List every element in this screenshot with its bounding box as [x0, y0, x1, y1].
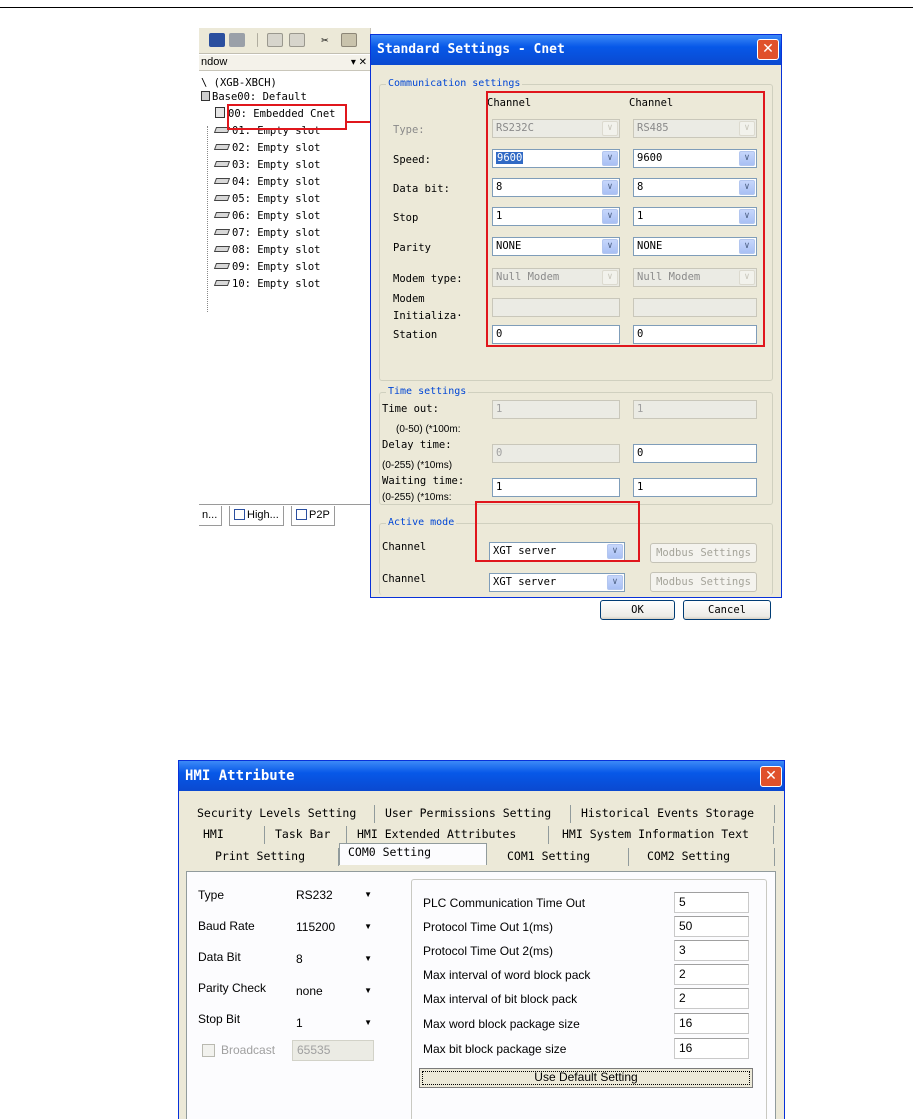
- cnet-module-icon: [215, 107, 225, 118]
- waiting-time-label: Waiting time:: [382, 475, 465, 487]
- active-mode-ch1-select[interactable]: XGT server ∨: [489, 542, 625, 561]
- project-window-title: [199, 55, 371, 71]
- bit-block-size-label: Max bit block package size: [423, 1042, 567, 1056]
- tree-item-plc[interactable]: \ (XGB-XBCH): [201, 77, 277, 89]
- time-out-label: Time out:: [382, 403, 439, 415]
- type-label: Type: [198, 888, 225, 902]
- tree-item-slot-00[interactable]: 00: Embedded Cnet: [215, 107, 335, 120]
- chevron-down-icon: ∨: [602, 121, 618, 136]
- group-label: Time settings: [388, 386, 467, 397]
- chevron-down-icon[interactable]: ∨: [739, 209, 755, 224]
- grid-icon: [296, 509, 307, 520]
- tree-item-slot-04[interactable]: 04: Empty slot: [215, 176, 321, 188]
- copy-icon[interactable]: [341, 33, 357, 47]
- cancel-button[interactable]: Cancel: [683, 600, 771, 620]
- print-icon[interactable]: [229, 33, 245, 47]
- tab-project[interactable]: n...: [199, 506, 222, 526]
- data-bit-label: Data bit:: [393, 183, 450, 195]
- active-mode-ch2-select[interactable]: XGT server ∨: [489, 573, 625, 592]
- chevron-down-icon[interactable]: ∨: [607, 575, 623, 590]
- speed-ch1-select[interactable]: 9600 ∨: [492, 149, 620, 168]
- slot-icon: [214, 161, 230, 167]
- tree-item-slot-10[interactable]: 10: Empty slot: [215, 278, 321, 290]
- annotation-highlight-slot: [227, 104, 347, 130]
- tab-print-setting[interactable]: Print Setting: [207, 848, 339, 866]
- modem-type-ch2-select: Null Modem ∨: [633, 268, 757, 287]
- chevron-down-icon[interactable]: ∨: [602, 209, 618, 224]
- speed-label: Speed:: [393, 154, 431, 166]
- baud-rate-select[interactable]: 115200 ▼: [292, 917, 376, 937]
- tree-item-slot-05[interactable]: 05: Empty slot: [215, 193, 321, 205]
- word-block-size-label: Max word block package size: [423, 1017, 580, 1031]
- group-label: Active mode: [388, 517, 455, 528]
- active-channel2-label: Channel: [382, 573, 427, 585]
- dropdown-arrow-icon[interactable]: ▼: [364, 986, 372, 995]
- chevron-down-icon[interactable]: ∨: [602, 151, 618, 166]
- word-block-size-input[interactable]: 16: [674, 1013, 749, 1034]
- type-ch2-select: RS485 ∨: [633, 119, 757, 138]
- modem-init-label-line2: Initializa·: [393, 310, 463, 322]
- base-icon: [201, 91, 210, 101]
- channel1-header: Channel: [487, 97, 532, 109]
- window-controls[interactable]: ▾ ✕: [350, 57, 367, 68]
- waiting-time-ch2-input[interactable]: 1: [633, 478, 757, 497]
- tree-item-slot-07[interactable]: 07: Empty slot: [215, 227, 321, 239]
- channel2-header: Channel: [629, 97, 674, 109]
- tab-security-levels[interactable]: Security Levels Setting: [189, 805, 375, 823]
- time-out-ch2-input: 1: [633, 400, 757, 419]
- station-label: Station: [393, 329, 438, 341]
- delay-time-ch2-input[interactable]: 0: [633, 444, 757, 463]
- tree-item-slot-09[interactable]: 09: Empty slot: [215, 261, 321, 273]
- dropdown-arrow-icon[interactable]: ▼: [364, 954, 372, 963]
- slot-icon: [214, 229, 230, 235]
- tree-item-slot-03[interactable]: 03: Empty slot: [215, 159, 321, 171]
- chevron-down-icon[interactable]: ∨: [607, 544, 623, 559]
- slot-icon: [214, 212, 230, 218]
- type-ch1-select: RS232C ∨: [492, 119, 620, 138]
- protocol-timeout-2-input[interactable]: 3: [674, 940, 749, 961]
- stop-label: Stop: [393, 212, 419, 224]
- save-icon[interactable]: [209, 33, 225, 47]
- window-label: ndow: [201, 56, 228, 68]
- time-out-ch1-input: 1: [492, 400, 620, 419]
- chevron-down-icon[interactable]: ∨: [739, 151, 755, 166]
- stop-ch1-select[interactable]: 1 ∨: [492, 207, 620, 226]
- slot-icon: [214, 263, 230, 269]
- tab-com1-setting[interactable]: COM1 Setting: [499, 848, 629, 866]
- tab-com2-setting[interactable]: COM2 Setting: [639, 848, 775, 866]
- data-bit-label: Data Bit: [198, 950, 241, 964]
- tree-item-slot-01[interactable]: 01: Empty slot: [215, 125, 321, 137]
- broadcast-input: 65535: [292, 1040, 374, 1061]
- broadcast-label: Broadcast: [221, 1043, 276, 1057]
- project-bottom-tabs: [199, 504, 371, 526]
- tree-item-slot-08[interactable]: 08: Empty slot: [215, 244, 321, 256]
- baud-rate-label: Baud Rate: [198, 919, 255, 933]
- stop-bit-label: Stop Bit: [198, 1012, 241, 1026]
- bit-block-size-input[interactable]: 16: [674, 1038, 749, 1059]
- plc-comm-timeout-input[interactable]: 5: [674, 892, 749, 913]
- time-out-range: (0-50) (*100m:: [396, 424, 461, 435]
- modbus-settings-ch2-button[interactable]: Modbus Settings: [650, 572, 757, 592]
- modem-init-label-line1: Modem: [393, 293, 425, 305]
- stop-ch2-select[interactable]: 1 ∨: [633, 207, 757, 226]
- stop-bit-select[interactable]: 1 ▼: [292, 1013, 376, 1033]
- tab-p2p[interactable]: P2P: [291, 506, 335, 526]
- close-button[interactable]: ✕: [757, 39, 779, 60]
- tab-hmi[interactable]: HMI: [195, 826, 265, 844]
- tree-connector: [207, 126, 208, 312]
- delay-time-range: (0-255) (*10ms): [382, 460, 453, 471]
- type-label: Type:: [393, 124, 425, 136]
- speed-ch2-select[interactable]: 9600 ∨: [633, 149, 757, 168]
- waiting-time-ch1-input[interactable]: 1: [492, 478, 620, 497]
- chevron-down-icon: ∨: [739, 121, 755, 136]
- data-bit-ch2-select[interactable]: 8 ∨: [633, 178, 757, 197]
- chevron-down-icon[interactable]: ∨: [739, 180, 755, 195]
- chevron-down-icon: ∨: [739, 270, 755, 285]
- parity-label: Parity: [393, 242, 431, 254]
- tab-com0-setting[interactable]: COM0 Setting: [339, 843, 487, 865]
- data-bit-ch1-select[interactable]: 8 ∨: [492, 178, 620, 197]
- waiting-time-range: (0-255) (*10ms:: [382, 492, 452, 503]
- modbus-settings-ch1-button[interactable]: Modbus Settings: [650, 543, 757, 563]
- chevron-down-icon[interactable]: ∨: [739, 239, 755, 254]
- bit-block-interval-input[interactable]: 2: [674, 988, 749, 1009]
- chevron-down-icon[interactable]: ∨: [602, 239, 618, 254]
- group-label: Communication settings: [388, 78, 521, 89]
- chevron-down-icon: ∨: [602, 270, 618, 285]
- type-select[interactable]: RS232 ▼: [292, 885, 376, 905]
- tab-high-speed[interactable]: High...: [229, 506, 284, 526]
- tab-user-permissions[interactable]: User Permissions Setting: [377, 805, 571, 823]
- focus-ring: [422, 1071, 750, 1085]
- dropdown-arrow-icon[interactable]: ▼: [364, 922, 372, 931]
- tab-hmi-system-info[interactable]: HMI System Information Text: [554, 826, 774, 844]
- delay-time-label: Delay time:: [382, 439, 452, 451]
- cut-icon[interactable]: ✂: [321, 33, 329, 47]
- tree-item-base[interactable]: Base00: Default: [201, 91, 307, 103]
- annotation-highlight-comm-settings: [486, 91, 765, 347]
- redo-icon[interactable]: [289, 33, 305, 47]
- dropdown-arrow-icon[interactable]: ▼: [364, 890, 372, 899]
- tab-task-bar[interactable]: Task Bar: [267, 826, 347, 844]
- word-block-interval-label: Max interval of word block pack: [423, 968, 591, 982]
- dropdown-arrow-icon[interactable]: ▼: [364, 1018, 372, 1027]
- toolbar: [199, 28, 371, 54]
- undo-icon[interactable]: [267, 33, 283, 47]
- toolbar-separator: [257, 33, 258, 47]
- station-ch1-input[interactable]: 0: [492, 325, 620, 344]
- data-bit-select[interactable]: 8 ▼: [292, 949, 376, 969]
- delay-time-ch1-input: 0: [492, 444, 620, 463]
- annotation-highlight-active-mode: [475, 501, 640, 562]
- slot-icon: [214, 178, 230, 184]
- modem-type-ch1-select: Null Modem ∨: [492, 268, 620, 287]
- chevron-down-icon[interactable]: ∨: [602, 180, 618, 195]
- dialog-title: Standard Settings - Cnet: [371, 35, 781, 65]
- active-channel1-label: Channel: [382, 541, 427, 553]
- parity-check-label: Parity Check: [198, 981, 267, 995]
- slot-icon: [214, 280, 230, 286]
- parity-ch1-select[interactable]: NONE ∨: [492, 237, 620, 256]
- modem-type-label: Modem type:: [393, 273, 463, 285]
- use-default-setting-button[interactable]: Use Default Setting: [419, 1068, 753, 1088]
- station-ch2-input[interactable]: 0: [633, 325, 757, 344]
- slot-icon: [214, 144, 230, 150]
- protocol-timeout-2-label: Protocol Time Out 2(ms): [423, 944, 554, 958]
- tab-historical-events[interactable]: Historical Events Storage: [573, 805, 775, 823]
- protocol-timeout-1-input[interactable]: 50: [674, 916, 749, 937]
- word-block-interval-input[interactable]: 2: [674, 964, 749, 985]
- slot-icon: [214, 246, 230, 252]
- bit-block-interval-label: Max interval of bit block pack: [423, 992, 578, 1006]
- parity-ch2-select[interactable]: NONE ∨: [633, 237, 757, 256]
- broadcast-checkbox[interactable]: [202, 1044, 215, 1057]
- com0-settings-panel: [186, 871, 776, 1119]
- close-button[interactable]: ✕: [760, 766, 782, 787]
- protocol-timeout-1-label: Protocol Time Out 1(ms): [423, 920, 554, 934]
- parity-check-select[interactable]: none ▼: [292, 981, 376, 1001]
- ok-button[interactable]: OK: [600, 600, 675, 620]
- plc-comm-timeout-label: PLC Communication Time Out: [423, 896, 586, 910]
- tree-item-slot-02[interactable]: 02: Empty slot: [215, 142, 321, 154]
- tab-hmi-extended[interactable]: HMI Extended Attributes: [349, 826, 549, 844]
- tree-item-slot-06[interactable]: 06: Empty slot: [215, 210, 321, 222]
- hmi-attribute-dialog: [178, 760, 785, 1119]
- dialog-title: HMI Attribute: [179, 761, 784, 791]
- grid-icon: [234, 509, 245, 520]
- page-top-rule: [0, 7, 913, 8]
- slot-icon: [214, 195, 230, 201]
